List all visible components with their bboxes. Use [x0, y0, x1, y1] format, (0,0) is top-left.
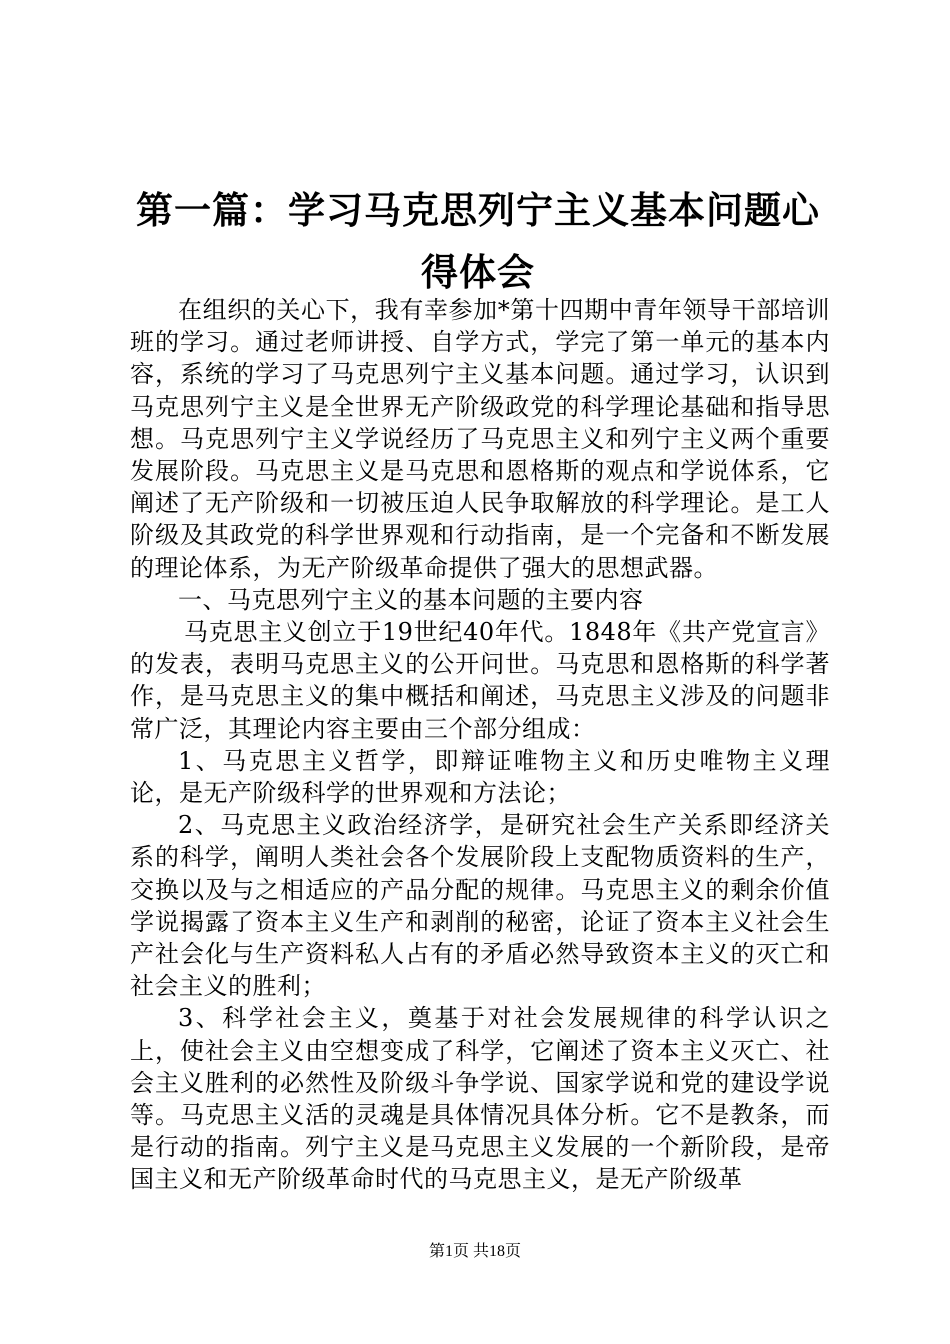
document-title: 第一篇：学习马克思列宁主义基本问题心得体会 — [136, 189, 820, 294]
paragraph-origin: 马克思主义创立于19世纪40年代。1848年《共产党宣言》的发表，表明马克思主义的公开问世。马克思和恩格斯的科学著作，是马克思主义的集中概括和阐述，马克思主义涉及的问题非常广泛，其理论内容主要由三个部分组成： — [130, 618, 830, 743]
document-body — [130, 294, 830, 1196]
list-item-scientific-socialism: 3、科学社会主义，奠基于对社会发展规律的科学认识之上，使社会主义由空想变成了科学，它阐述了资本主义灭亡、社会主义胜利的必然性及阶级斗争学说、国家学说和党的建设学说等。马克思主义活的灵魂是具体情况具体分析。它不是教条，而是行动的指南。列宁主义是马克思主义发展的一个新阶段，是帝国主义和无产阶级革命时代的马克思主义，是无产阶级革 — [130, 1004, 830, 1194]
paragraph-intro: 在组织的关心下，我有幸参加*第十四期中青年领导干部培训班的学习。通过老师讲授、自学方式，学完了第一单元的基本内容，系统的学习了马克思列宁主义基本问题。通过学习，认识到马克思列宁主义是全世界无产阶级政党的科学理论基础和指导思想。马克思列宁主义学说经历了马克思主义和列宁主义两个重要发展阶段。马克思主义是马克思和恩格斯的观点和学说体系，它阐述了无产阶级和一切被压迫人民争取解放的科学理论。是工人阶级及其政党的科学世界观和行动指南，是一个完备和不断发展的理论体系，为无产阶级革命提供了强大的思想武器。 — [130, 296, 830, 582]
page-number-footer: 第1页 共18页 — [428, 1243, 521, 1260]
list-item-philosophy: 1、马克思主义哲学，即辩证唯物主义和历史唯物主义理论，是无产阶级科学的世界观和方法论； — [130, 746, 830, 808]
section-heading: 一、马克思列宁主义的基本问题的主要内容 — [178, 585, 644, 614]
list-item-political-economy: 2、马克思主义政治经济学，是研究社会生产关系即经济关系的科学，阐明人类社会各个发展阶段上支配物质资料的生产，交换以及与之相适应的产品分配的规律。马克思主义的剩余价值学说揭露了资本主义生产和剥削的秘密，论证了资本主义社会生产社会化与生产资料私人占有的矛盾必然导致资本主义的灭亡和社会主义的胜利； — [130, 811, 830, 1001]
